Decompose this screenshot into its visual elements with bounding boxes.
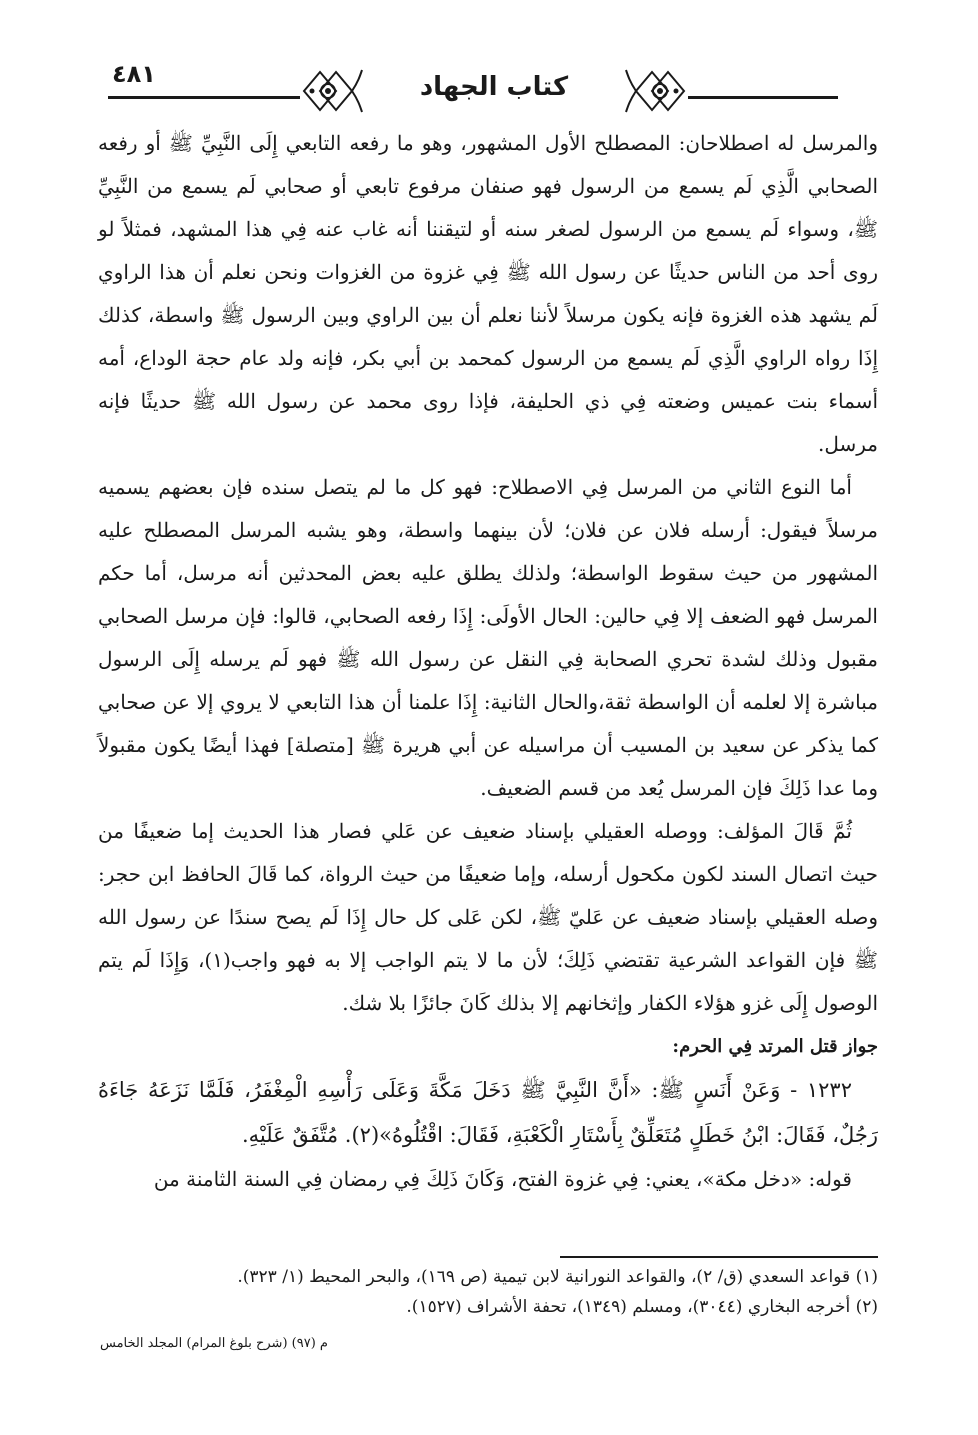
paragraph-2: أما النوع الثاني من المرسل فِي الاصطلاح: فهو كل ما لم يتصل سنده فإن بعضهم يسميه مرسلاً فيقول: أرسله فلان عن فلان؛ لأن بينهما واسطة، وهو يشبه المرسل المصطلح عليه المشهور من حيث سقوط الواسطة؛ ولذلك يطلق عليه بعض المحدثين أنه مرسل، أما حكم المرسل فهو الضعف إلا فِي حالين: الحال الأولَى: إِذَا رفعه الصحابي، قالوا: فإن مرسل الصحابي مقبول وذلك لشدة تحري الصحابة فِي النقل عن رسول الله ﷺ فهو لَم يرسله إِلَى الرسول مباشرة إلا لعلمه أن الواسطة ثقة،والحال الثانية: إِذَا علمنا أن هذا التابعي لا يروي إلا عن صحابي كما يذكر عن سعيد بن المسيب أن مراسيله عن أبي هريرة ﷺ [متصلة] فهذا أيضًا يكون مقبولاً وما عدا ذَلِكَ فإن المرسل يُعد من قسم الضعيف. [98, 475, 878, 800]
footnote-1: (١) قواعد السعدي (ق/ ٢)، والقواعد النورانية لابن تيمية (ص ١٦٩)، والبحر المحيط (١/ ٣٢٣). [237, 1267, 878, 1287]
footnote-divider [560, 1256, 878, 1258]
paragraph-3: ثُمَّ قَالَ المؤلف: ووصله العقيلي بإسناد ضعيف عن عَلي فصار هذا الحديث إما ضعيفًا من حيث اتصال السند لكون مكحول أرسله، وإما ضعيفًا من حيث الرواة، كما قَالَ الحافظ ابن حجر: وصله العقيلي بإسناد ضعيف عن عَليّ ﷺ، لكن عَلى كل حال إِذَا لَم يصح سندًا عن رسول الله ﷺ فإن القواعد الشرعية تقتضي ذَلِكَ؛ لأن ما لا يتم الواجب إلا به فهو واجب(١)، وَإِذَا لَم يتم الوصول إِلَى غزو هؤلاء الكفار وإثخانهم إلا بذلك كَانَ جائزًا بلا شك. [98, 819, 879, 1015]
page-number: ٤٨١ [112, 60, 156, 88]
ornament-right-icon [624, 58, 688, 124]
section-heading: جواز قتل المرتد فِي الحرم: [672, 1036, 878, 1057]
paragraph-4: قوله: «دخل مكة»، يعني: فِي غزوة الفتح، وَكَانَ ذَلِكَ فِي رمضان فِي السنة الثامنة من [153, 1167, 852, 1191]
chapter-title: كتاب الجهاد [419, 72, 569, 102]
hadith-text: ١٢٣٢ - وَعَنْ أَنَسٍ ﷺ: «أَنَّ النَّبِيَّ ﷺ دَخَلَ مَكَّةَ وَعَلَى رَأْسِهِ الْمِغْفَرُ، فَلَمَّا نَزَعَهُ جَاءَهُ رَجُلٌ، فَقَالَ: ابْنُ خَطَلٍ مُتَعَلِّقٌ بِأَسْتَارِ الْكَعْبَةِ، فَقَالَ: اقْتُلُوهُ»(٢). مُتَّفَقٌ عَلَيْهِ. [98, 1078, 878, 1147]
chapter-header [300, 58, 688, 124]
footnotes [98, 1262, 878, 1322]
page-signature: م (٩٧) (شرح بلوغ المرام) المجلد الخامس [100, 1336, 328, 1351]
footnote-2: (٢) أخرجه البخاري (٣٠٤٤)، ومسلم (١٣٤٩)، تحفة الأشراف (١٥٢٧). [406, 1297, 878, 1317]
main-text [98, 122, 878, 1201]
ornament-left-icon [300, 58, 364, 124]
paragraph-1: والمرسل له اصطلاحان: المصطلح الأول المشهور، وهو ما رفعه التابعي إِلَى النَّبِيِّ ﷺ أو رفعه الصحابي الَّذِي لَم يسمع من الرسول فهو صنفان مرفوع تابعي أو صحابي لَم يسمع من النَّبِيِّ ﷺ، وسواء لَم يسمع من الرسول لصغر سنه أو لتيقننا أنه غاب عنه فِي هذا المشهد، فمثلاً لو روى أحد من الناس حديثًا عن رسول الله ﷺ فِي غزوة من الغزوات ونحن نعلم أن هذا الراوي لَم يشهد هذه الغزوة فإنه يكون مرسلاً لأننا نعلم أن بين الراوي وبين الرسول ﷺ واسطة، كذلك إِذَا رواه الراوي الَّذِي لَم يسمع من الرسول كمحمد بن أبي بكر، فإنه ولد عام حجة الوداع، أمه أسماء بنت عميس وضعته فِي ذي الحليفة، فإذا روى محمد عن رسول الله ﷺ حديثًا فإنه مرسل. [98, 131, 878, 456]
